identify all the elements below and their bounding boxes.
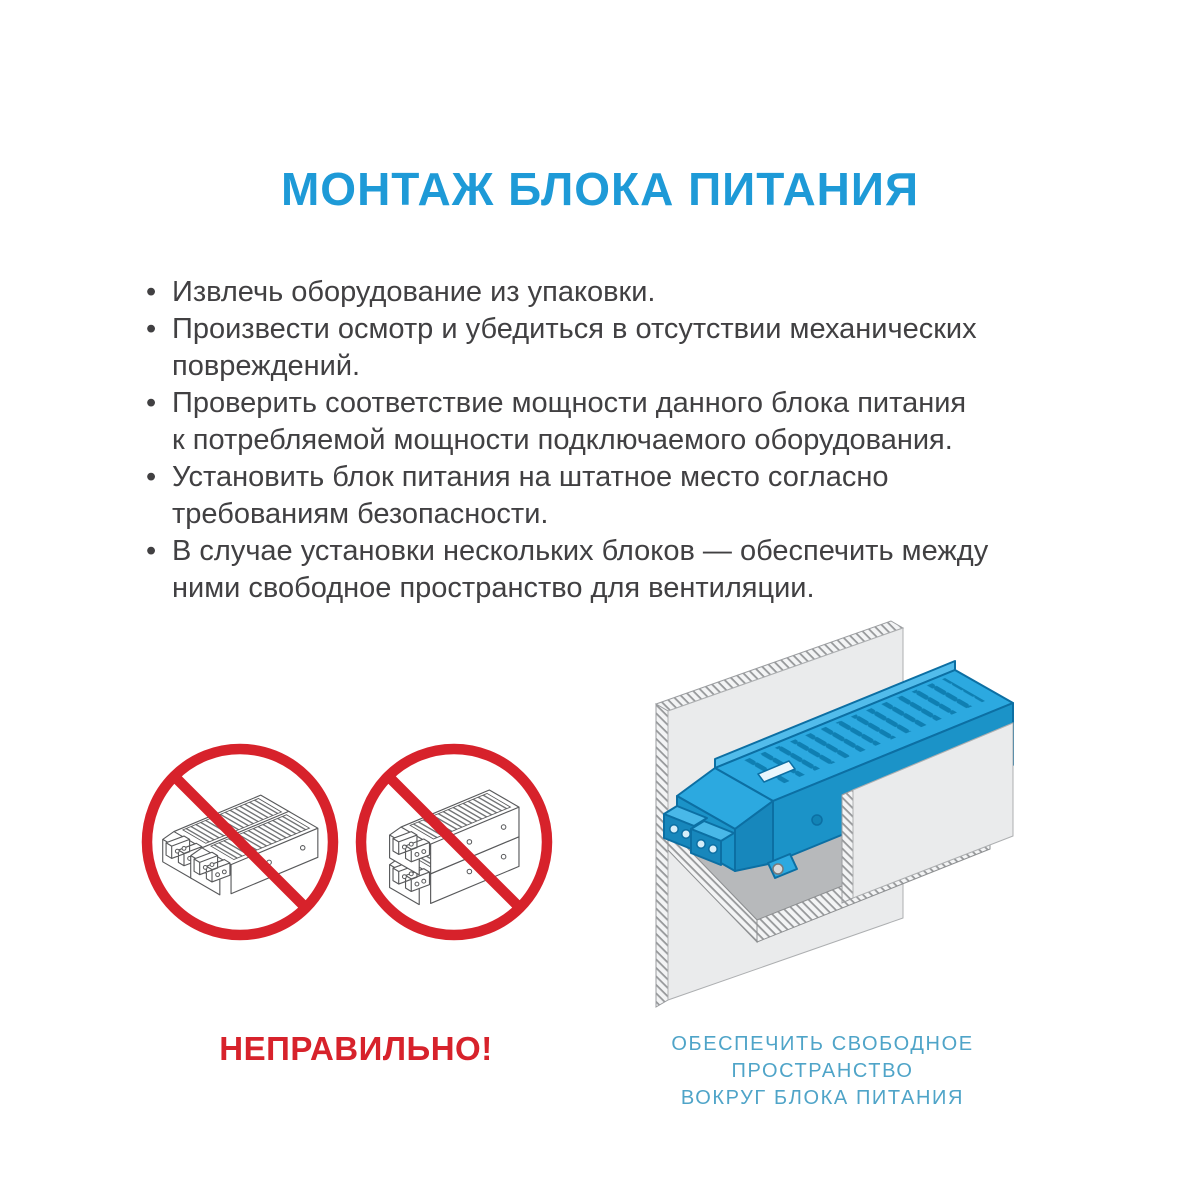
instruction-item xyxy=(144,385,1054,459)
no-stacked-psu-icon xyxy=(354,742,554,942)
instruction-line: • Проверить соответствие мощности данного блока питания xyxy=(172,387,967,419)
instruction-item xyxy=(144,533,1054,607)
caption-line: ВОКРУГ БЛОКА ПИТАНИЯ xyxy=(680,1087,965,1109)
instruction-line: • В случае установки нескольких блоков — обеспечить между xyxy=(172,535,989,567)
instruction-item xyxy=(144,274,1054,311)
instruction-line: ними свободное пространство для вентиляции. xyxy=(172,572,815,604)
wrong-label: НЕПРАВИЛЬНО! xyxy=(219,1030,493,1067)
psu-clearance-illustration xyxy=(620,608,1080,1038)
instruction-line: требованиям безопасности. xyxy=(172,498,549,530)
instruction-item xyxy=(144,311,1054,385)
no-side-by-side-psu-icon xyxy=(140,742,340,942)
instruction-item xyxy=(144,459,1054,533)
instruction-line: • Произвести осмотр и убедиться в отсутствии механических xyxy=(172,313,977,345)
instructions-list xyxy=(144,274,1054,607)
instruction-line: • Извлечь оборудование из упаковки. xyxy=(172,276,656,308)
clearance-caption xyxy=(600,1031,1045,1112)
instruction-line: к потребляемой мощности подключаемого оборудования. xyxy=(172,424,953,456)
caption-line: ОБЕСПЕЧИТЬ СВОБОДНОЕ ПРОСТРАНСТВО xyxy=(671,1033,974,1082)
instruction-line: повреждений. xyxy=(172,350,361,382)
page-title: МОНТАЖ БЛОКА ПИТАНИЯ xyxy=(280,163,920,215)
instruction-line: • Установить блок питания на штатное место согласно xyxy=(172,461,889,493)
